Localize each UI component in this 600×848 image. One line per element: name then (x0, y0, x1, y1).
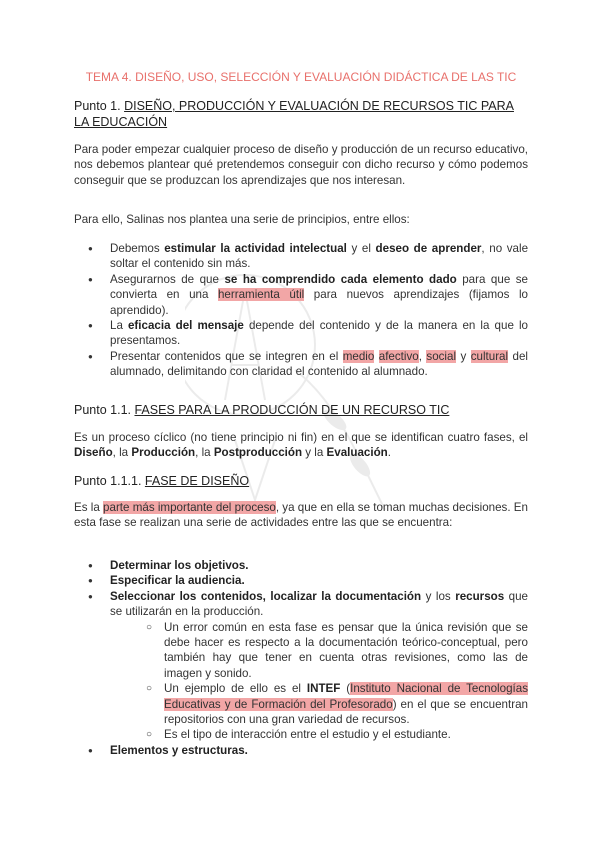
heading-punto-1: Punto 1. DISEÑO, PRODUCCIÓN Y EVALUACIÓN DE RECURSOS TIC PARA LA EDUCACIÓN (74, 99, 514, 129)
document-title: TEMA 4. DISEÑO, USO, SELECCIÓN Y EVALUACIÓN DIDÁCTICA DE LAS TIC (85, 70, 517, 84)
paragraph-salinas: Para ello, Salinas nos plantea una serie de principios, entre ellos: (74, 213, 410, 226)
list-item: ● La eficacia del mensaje depende del contenido y de la manera en la que lo presentamos. (74, 318, 528, 349)
sub-list-item: ○ Un error común en esta fase es pensar que la única revisión que se debe hacer es respecto a la documentación teórico-conceptual, pero también hay que tener en cuenta otras revisiones, como las de imagen y sonido. (128, 620, 528, 682)
sub-list-item: ○ Un ejemplo de ello es el INTEF (Instituto Nacional de Tecnologías Educativas y de Formación del Profesorado) en el que se encuentran repositorios con una gran variedad de recursos. (128, 681, 528, 727)
sub-list (128, 620, 528, 743)
list-item: ● Debemos estimular la actividad intelectual y el deseo de aprender, no vale soltar el contenido sin más. (74, 241, 528, 272)
list-item: ● Elementos y estructuras. (74, 743, 528, 758)
heading-punto-1-1: Punto 1.1. FASES PARA LA PRODUCCIÓN DE UN RECURSO TIC (74, 403, 450, 417)
sub-list-item: ○ Es el tipo de interacción entre el estudio y el estudiante. (128, 727, 528, 742)
list-item: ● Seleccionar los contenidos, localizar la documentación y los recursos que se utilizarán en la producción. ○ Un error común en esta fase es pensar que la única revisión que se debe hacer es respecto a la documentación teórico-conceptual, pero también hay que tener en cuenta otras revisiones, como las de imagen y sonido. ○ Un ejemplo de ello es el INTEF (Instituto Nacional de Tecnologías Educativas y de Formación del Profesorado) en el que se encuentran repositorios con una gran variedad de recursos. ○ Es el tipo de interacción entre el estudio y el estudiante. (74, 589, 528, 743)
paragraph-fases: Es un proceso cíclico (no tiene principio ni fin) en el que se identifican cuatro fases, el Diseño, la Producción, la Postproducción y la Evaluación. (74, 431, 528, 460)
design-activities-list (74, 558, 528, 758)
paragraph-intro: Para poder empezar cualquier proceso de diseño y producción de un recurso educativo, nos debemos plantear qué pretendemos conseguir con dicho recurso y cómo podemos conseguir que se produzcan los aprendizajes que nos interesan. (74, 143, 528, 187)
heading-punto-1-1-1: Punto 1.1.1. FASE DE DISEÑO (74, 474, 250, 488)
paragraph-fase-diseno: Es la parte más importante del proceso, ya que en ella se toman muchas decisiones. En esta fase se realizan una serie de actividades entre las que se encuentra: (74, 501, 528, 530)
heading-punto-1-title: DISEÑO, PRODUCCIÓN Y EVALUACIÓN DE RECURSOS TIC PARA LA EDUCACIÓN (74, 99, 514, 129)
highlight: herramienta útil (217, 288, 305, 302)
list-item: ● Especificar la audiencia. (74, 573, 528, 588)
list-item: ● Presentar contenidos que se integren en el medio afectivo, social y cultural del alumnado, delimitando con claridad el contenido al alumnado. (74, 349, 528, 380)
list-item: ● Determinar los objetivos. (74, 558, 528, 573)
list-item: ● Asegurarnos de que se ha comprendido cada elemento dado para que se convierta en una herramienta útil para nuevos aprendizajes (fijamos lo aprendido). (74, 272, 528, 318)
principles-list (74, 241, 528, 380)
